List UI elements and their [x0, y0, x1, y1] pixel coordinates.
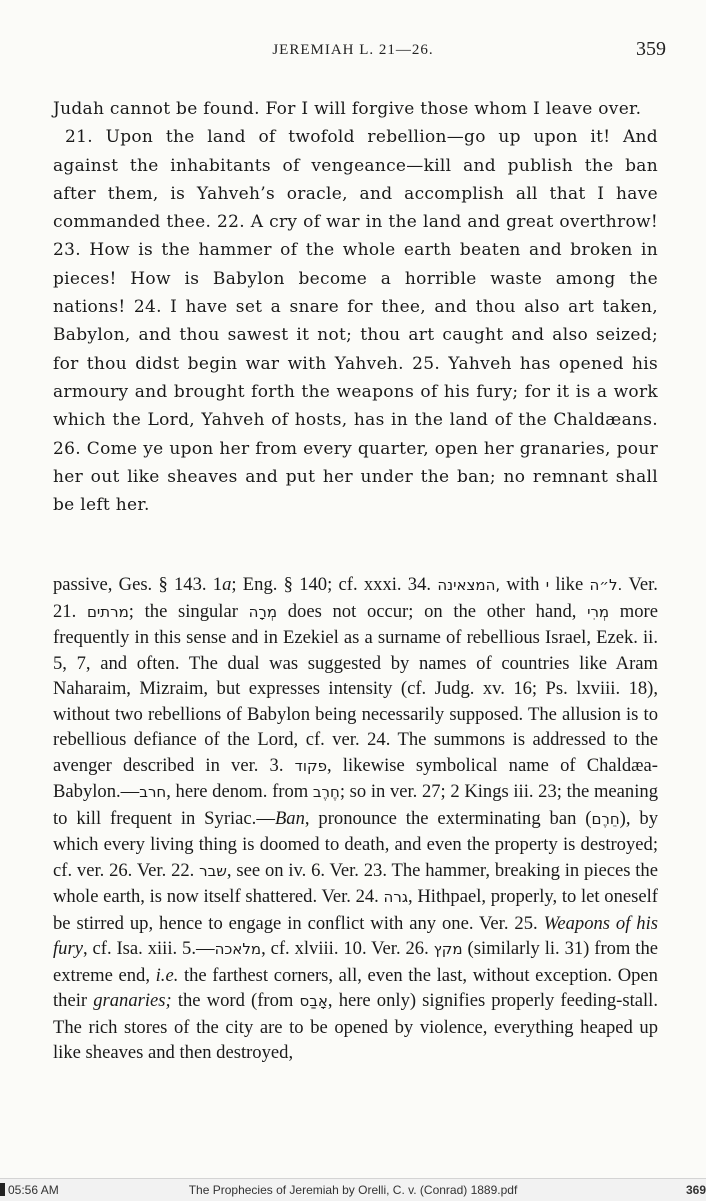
hebrew-word: אָבַס	[299, 992, 328, 1010]
page-indicator: 369	[685, 1183, 706, 1197]
hebrew-word: ל״ה.	[589, 576, 623, 594]
hebrew-word: חֵרֶם	[591, 809, 620, 828]
notes-italic: granaries;	[93, 990, 172, 1011]
notes-italic: Weapons of his fury	[53, 912, 658, 959]
commentary-notes	[53, 572, 658, 1066]
notes-italic: Ban	[274, 807, 305, 829]
hebrew-word: חרב	[139, 783, 167, 801]
notes-text: Ver. 21.	[53, 574, 658, 622]
hebrew-word: מקץ	[433, 940, 463, 958]
hebrew-word: שבר	[199, 861, 227, 880]
notes-text: with	[506, 574, 540, 595]
notes-text: (similarly li. 31) from the extreme end,	[53, 938, 659, 986]
notes-text: like	[555, 574, 584, 595]
notes-italic: a	[222, 574, 232, 595]
notes-text: , cf. Isa. xiii. 5.—	[82, 938, 215, 959]
hebrew-word: מְרִי	[587, 602, 610, 621]
notes-text: , likewise symbolical name of Chaldæa-Babylon.—	[53, 754, 658, 802]
notes-text: passive, Ges. § 143. 1	[53, 574, 223, 595]
notes-text: , see on iv. 6. Ver. 23. The hammer, breaking in pieces the whole earth, is now itself shattered. Ver. 24.	[53, 859, 658, 907]
notes-paragraph	[53, 572, 658, 1066]
main-paragraph: Judah cannot be found. For I will forgive those whom I leave over.	[53, 99, 642, 119]
notes-text: does not occur; on the other hand,	[287, 600, 577, 622]
notes-text: ), by which every living thing is doomed to death, and even the property is destroyed; cf. ver. 26. Ver. 22.	[53, 807, 658, 881]
status-bar	[0, 1178, 706, 1201]
notes-text: , here only) signifies properly feeding-stall. The rich stores of the city are to be opened by violence, everything heaped up like sheaves and then destroyed,	[53, 990, 658, 1063]
hebrew-word: י	[545, 576, 550, 594]
status-time: 05:56 AM	[8, 1183, 59, 1197]
notes-text: the word (from	[177, 990, 294, 1011]
hebrew-word: חֶרֶב	[312, 783, 340, 801]
notes-italic: i.e.	[155, 964, 179, 986]
notes-text: , here denom. from	[166, 781, 309, 802]
main-paragraph: 21. Upon the land of twofold rebellion—go up upon it! And against the inhabitants of vengeance—kill and publish the ban after them, is Yahveh’s oracle, and accomplish all that I have commanded thee. 22. A cry of war in the land and great overthrow! 23. How is the hammer of the whole earth beaten and broken in pieces! How is Babylon become a horrible waste among the nations! 24. I have set a snare for thee, and thou also art taken, Babylon, and thou sawest it not; thou art caught and also seized; for thou didst begin war with Yahveh. 25. Yahveh has opened his armoury and brought forth the weapons of his fury; for it is a work which the Lord, Yahveh of hosts, has in the land of the Chaldæans. 26. Come ye upon her from every quarter, open her granaries, pour her out like sheaves and put her under the ban; no remnant shall be left her.	[53, 127, 658, 516]
main-text	[53, 95, 658, 519]
page-number: 359	[636, 38, 666, 60]
hebrew-word: מלאכה	[214, 940, 262, 958]
running-head-title: JEREMIAH L. 21—26.	[272, 42, 434, 58]
document-title: The Prophecies of Jeremiah by Orelli, C. v. (Conrad) 1889.pdf	[188, 1183, 518, 1197]
running-head	[40, 38, 666, 72]
hebrew-word: המצאינה,	[437, 576, 501, 594]
hebrew-word: גרה	[383, 888, 408, 906]
notes-text: ; the singular	[128, 600, 238, 622]
notes-text: , Hithpael, properly, to let oneself be stirred up, hence to engage in conflict with any one. Ver. 25.	[53, 886, 658, 934]
hebrew-word: מרתים	[86, 602, 129, 621]
notes-text: , cf. xlviii. 10. Ver. 26.	[261, 938, 429, 959]
hebrew-word: מְרָה	[248, 602, 278, 621]
notes-text: the farthest corners, all, even the last, without exception. Open their	[53, 964, 658, 1011]
notes-text: , pronounce the exterminating ban (	[304, 807, 592, 829]
hebrew-word: פקוד	[294, 756, 327, 775]
notes-text: ; Eng. § 140; cf. xxxi. 34.	[231, 574, 432, 595]
notes-text: ; so in ver. 27; 2 Kings iii. 23; the meaning to kill frequent in Syriac.—	[53, 781, 658, 829]
notes-text: more frequently in this sense and in Ezekiel as a surname of rebellious Israel, Ezek. ii. 5, 7, and often. The dual was suggested by names of countries like Aram Naharaim, Mizraim, but expresses intensity (cf. Judg. xv. 16; Ps. lxviii. 18), without two rebellions of Babylon being necessarily supposed. The allusion is to rebellious defiance of the Lord, cf. ver. 24. The summons is addressed to the avenger described in ver. 3.	[53, 600, 659, 776]
